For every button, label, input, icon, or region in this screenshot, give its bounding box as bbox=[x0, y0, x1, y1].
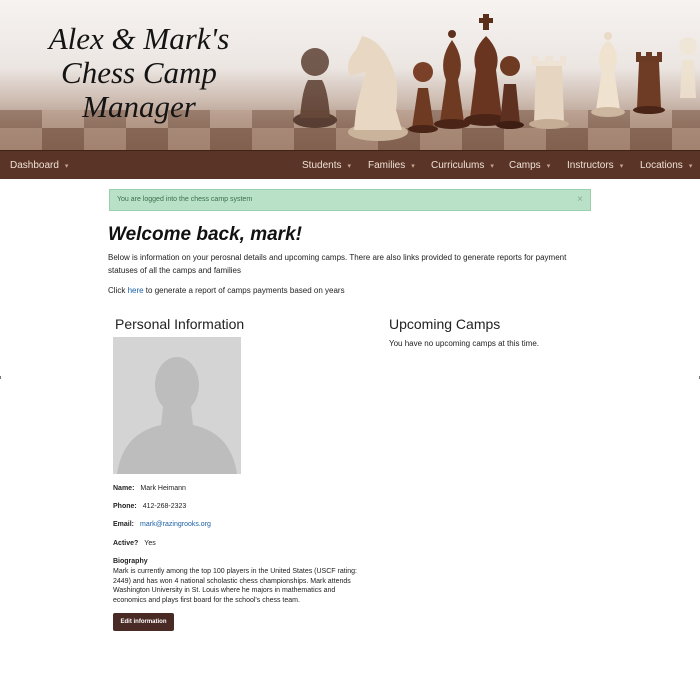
phone-field bbox=[113, 503, 186, 510]
brand-line: Chess Camp bbox=[61, 55, 217, 90]
alert-message: You are logged into the chess camp system bbox=[117, 196, 253, 203]
chevron-down-icon: ▾ bbox=[546, 163, 551, 170]
name-value: Mark Heimann bbox=[140, 485, 186, 492]
nav-locations-label: Locations bbox=[640, 160, 683, 171]
chess-piece-rook-icon bbox=[529, 56, 569, 129]
header-banner bbox=[0, 0, 700, 150]
phone-value: 412-268-2323 bbox=[142, 503, 187, 510]
biography-text: Mark is currently among the top 100 players in the United States (USCF rating: 2449) and has won 4 national scholastic chess championships. Mark attends Washington University in St. Louis where he majors in mathematics and economics and plays first board for the school's chess team. bbox=[113, 568, 357, 604]
brand-line: Manager bbox=[82, 89, 196, 124]
chevron-down-icon: ▾ bbox=[347, 163, 351, 170]
chevron-down-icon: ▾ bbox=[64, 163, 69, 170]
active-field bbox=[113, 540, 156, 547]
nav-curriculums-label: Curriculums bbox=[431, 160, 485, 171]
chevron-down-icon: ▾ bbox=[411, 163, 415, 170]
chess-piece-pawn-icon bbox=[679, 37, 697, 98]
nav-curriculums[interactable] bbox=[431, 151, 494, 180]
chevron-down-icon: ▾ bbox=[619, 163, 624, 170]
avatar bbox=[113, 337, 241, 474]
nav-dashboard-label: Dashboard bbox=[10, 160, 59, 171]
name-label: Name: bbox=[113, 485, 135, 492]
nav-camps[interactable] bbox=[509, 151, 550, 180]
page-title: Welcome back, mark! bbox=[108, 224, 302, 245]
chess-piece-pawn-icon bbox=[293, 48, 337, 128]
nav-dashboard[interactable] bbox=[10, 151, 68, 180]
nav-students-label: Students bbox=[302, 160, 342, 171]
active-label: Active? bbox=[113, 540, 139, 547]
email-field bbox=[113, 521, 211, 528]
nav-instructors[interactable] bbox=[567, 151, 623, 180]
nav-students[interactable] bbox=[302, 151, 351, 180]
biography-label: Biography bbox=[113, 558, 148, 565]
email-link[interactable]: mark@razingrooks.org bbox=[140, 521, 211, 528]
chess-piece-pawn-icon bbox=[408, 62, 438, 133]
report-line bbox=[108, 286, 345, 295]
chess-piece-bishop-icon bbox=[591, 32, 625, 117]
active-value: Yes bbox=[144, 540, 156, 547]
report-suffix: to generate a report of camps payments based on years bbox=[143, 286, 345, 295]
chess-piece-bishop-icon bbox=[434, 30, 470, 129]
chevron-down-icon: ▾ bbox=[490, 163, 494, 170]
close-icon[interactable]: × bbox=[577, 194, 583, 205]
top-nav-bar bbox=[0, 150, 700, 179]
chess-piece-knight-icon bbox=[348, 36, 408, 141]
nav-locations[interactable] bbox=[640, 151, 692, 180]
brand-line: Alex & Mark's bbox=[48, 21, 230, 56]
chess-piece-rook-icon bbox=[633, 52, 665, 114]
edit-information-button[interactable]: Edit information bbox=[113, 613, 174, 631]
upcoming-camps-empty: You have no upcoming camps at this time. bbox=[389, 339, 540, 348]
personal-info-heading: Personal Information bbox=[115, 316, 245, 332]
phone-label: Phone: bbox=[113, 503, 137, 510]
report-link[interactable]: here bbox=[127, 286, 144, 295]
name-field bbox=[113, 485, 186, 492]
app-brand-title bbox=[24, 22, 254, 124]
user-silhouette-icon bbox=[113, 337, 241, 474]
nav-instructors-label: Instructors bbox=[567, 160, 614, 171]
login-alert bbox=[109, 189, 591, 211]
intro-text: Below is information on your perosnal details and upcoming camps. There are also links provided to generate reports for payment statuses of all the camps and families bbox=[108, 253, 567, 275]
upcoming-camps-heading: Upcoming Camps bbox=[389, 316, 501, 332]
chevron-down-icon: ▾ bbox=[688, 163, 693, 170]
email-label: Email: bbox=[113, 521, 135, 528]
report-prefix: Click bbox=[108, 286, 128, 295]
divider bbox=[0, 376, 1, 379]
nav-families-label: Families bbox=[368, 160, 406, 171]
nav-families[interactable] bbox=[368, 151, 415, 180]
chess-pieces-image bbox=[270, 0, 700, 150]
nav-camps-label: Camps bbox=[509, 160, 541, 171]
